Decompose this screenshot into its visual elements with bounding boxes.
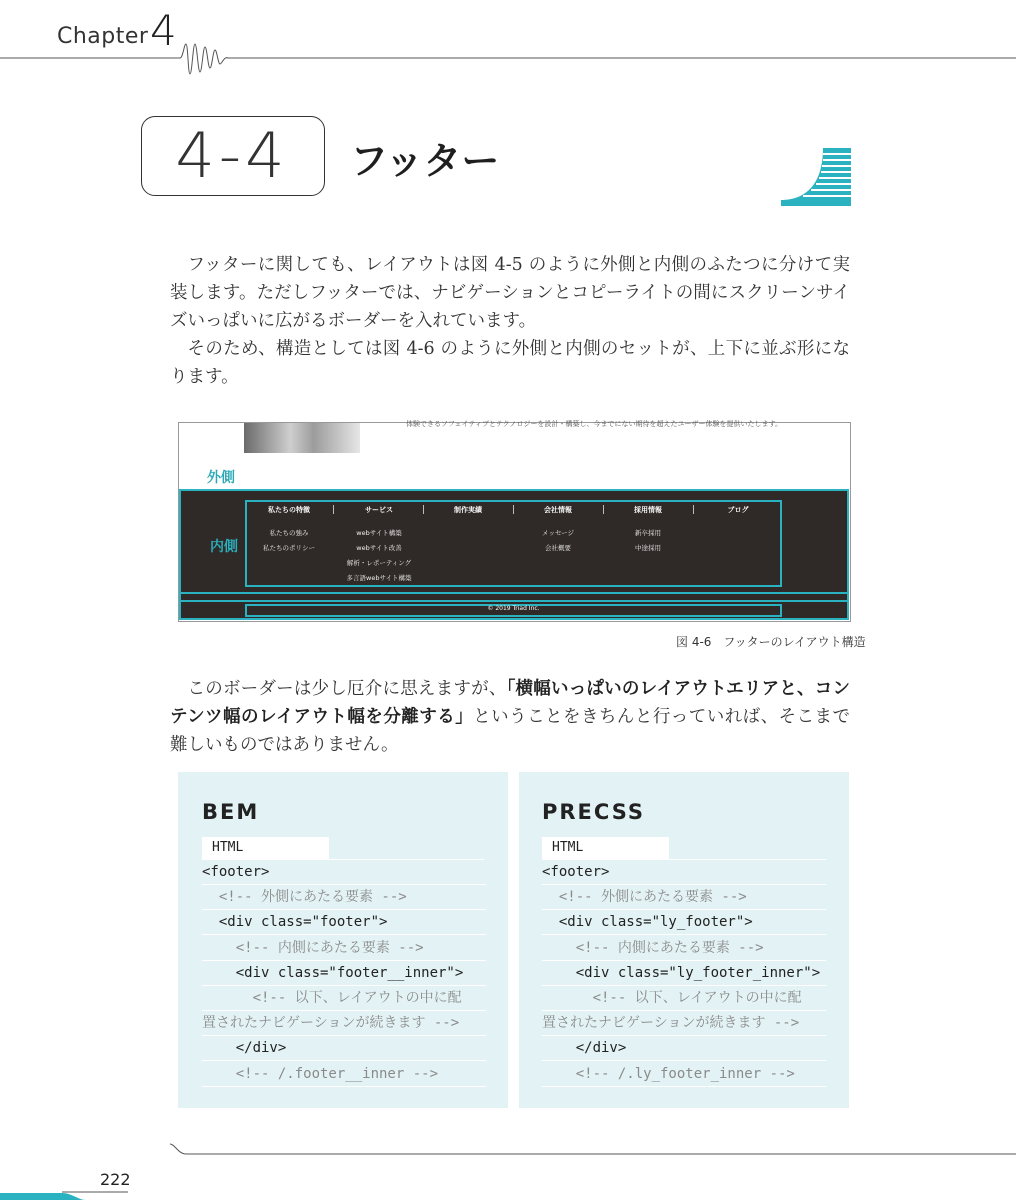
figure-nav-item: webサイト構築 (356, 529, 402, 537)
figure-nav-heading: 会社情報 (544, 506, 572, 514)
figure-nav-item: 新卒採用 (635, 529, 661, 537)
body-paragraph (170, 675, 850, 759)
code-comment-line: <!-- /.footer__inner --> (202, 1062, 486, 1087)
code-line: <footer> (542, 860, 826, 885)
code-comment-line: <!-- 内側にあたる要素 --> (202, 936, 486, 961)
code-comment-line: <!-- 以下、レイアウトの中に配 (202, 986, 486, 1011)
code-comment-line: 置されたナビゲーションが続きます --> (202, 1011, 486, 1036)
figure-caption: 図 4-6 フッターのレイアウト構造 (676, 635, 866, 649)
figure-nav-item: 中途採用 (635, 544, 661, 552)
code-line: <div class="ly_footer"> (542, 910, 826, 935)
code-line: <div class="footer__inner"> (202, 961, 486, 986)
figure-nav-heading: 採用情報 (634, 506, 662, 514)
figure-inner-label: 内側 (210, 539, 238, 555)
figure-nav-heading: ブログ (727, 506, 749, 514)
code-comment-line: <!-- 内側にあたる要素 --> (542, 936, 826, 961)
figure-nav-heading: 制作実績 (454, 506, 482, 514)
code-line: </div> (542, 1036, 826, 1061)
section-number: 4-4 (175, 118, 289, 192)
chapter-label: Chapter (57, 24, 149, 49)
figure-nav-item: 多言語webサイト構築 (346, 574, 412, 582)
section-title: フッター (350, 139, 500, 183)
figure-nav-item: webサイト改善 (356, 544, 402, 552)
code-lang-label: HTML (542, 837, 669, 859)
code-comment-line: <!-- 以下、レイアウトの中に配 (542, 986, 826, 1011)
figure-nav-item: 解析・レポーティング (346, 559, 412, 567)
code-comment-line: <!-- /.ly_footer_inner --> (542, 1062, 826, 1087)
page-footer-rule (0, 1140, 1016, 1200)
code-line: <div class="footer"> (202, 910, 486, 935)
body-emphasis: 「横幅いっぱいのレイアウトエリアと、コンテンツ幅のレイアウト幅を分離する」 (170, 679, 850, 727)
figure-photo (244, 423, 360, 453)
code-line: </div> (202, 1036, 486, 1061)
figure-nav-item: メッセージ (541, 529, 575, 537)
code-comment-line: <!-- 外側にあたる要素 --> (542, 885, 826, 910)
chapter-number: 4 (150, 6, 177, 55)
code-comment-line: <!-- 外側にあたる要素 --> (202, 885, 486, 910)
figure-nav-heading: 私たちの特徴 (268, 506, 310, 514)
body-text: ということをきちんと行っていれば、そこまで難しいものではありません。 (170, 707, 851, 755)
code-lang-label: HTML (202, 837, 329, 859)
code-box-title: BEM (202, 800, 260, 824)
code-box-title: PRECSS (542, 800, 646, 824)
figure-top-text: 体験できるソフェイティブとテクノロジーを設計・構築し、今までにない期待を超えたユーザー体験を提供いたします。 (406, 420, 782, 428)
figure-outer-label: 外側 (207, 470, 235, 486)
page-number: 222 (100, 1170, 131, 1189)
figure-nav-heading: サービス (365, 506, 393, 514)
body-text: このボーダーは少し厄介に思えますが、 (187, 679, 507, 699)
figure-nav-item: 会社概要 (545, 544, 571, 552)
code-line: <div class="ly_footer_inner"> (542, 961, 826, 986)
code-line: <footer> (202, 860, 486, 885)
body-paragraph: そのため、構造としては図 4-6 のように外側と内側のセットが、上下に並ぶ形になります。 (170, 339, 850, 387)
figure-copyright: © 2019 Triad Inc. (487, 605, 540, 612)
figure-nav-item: 私たちのポリシー (263, 544, 315, 552)
code-comment-line: 置されたナビゲーションが続きます --> (542, 1011, 826, 1036)
body-paragraph: フッターに関しても、レイアウトは図 4-5 のように外側と内側のふたつに分けて実装します。ただしフッターでは、ナビゲーションとコピーライトの間にスクリーンサイズいっぱいに広がるボーダーを入れています。 (170, 255, 850, 331)
figure-nav-item: 私たちの強み (269, 529, 309, 537)
